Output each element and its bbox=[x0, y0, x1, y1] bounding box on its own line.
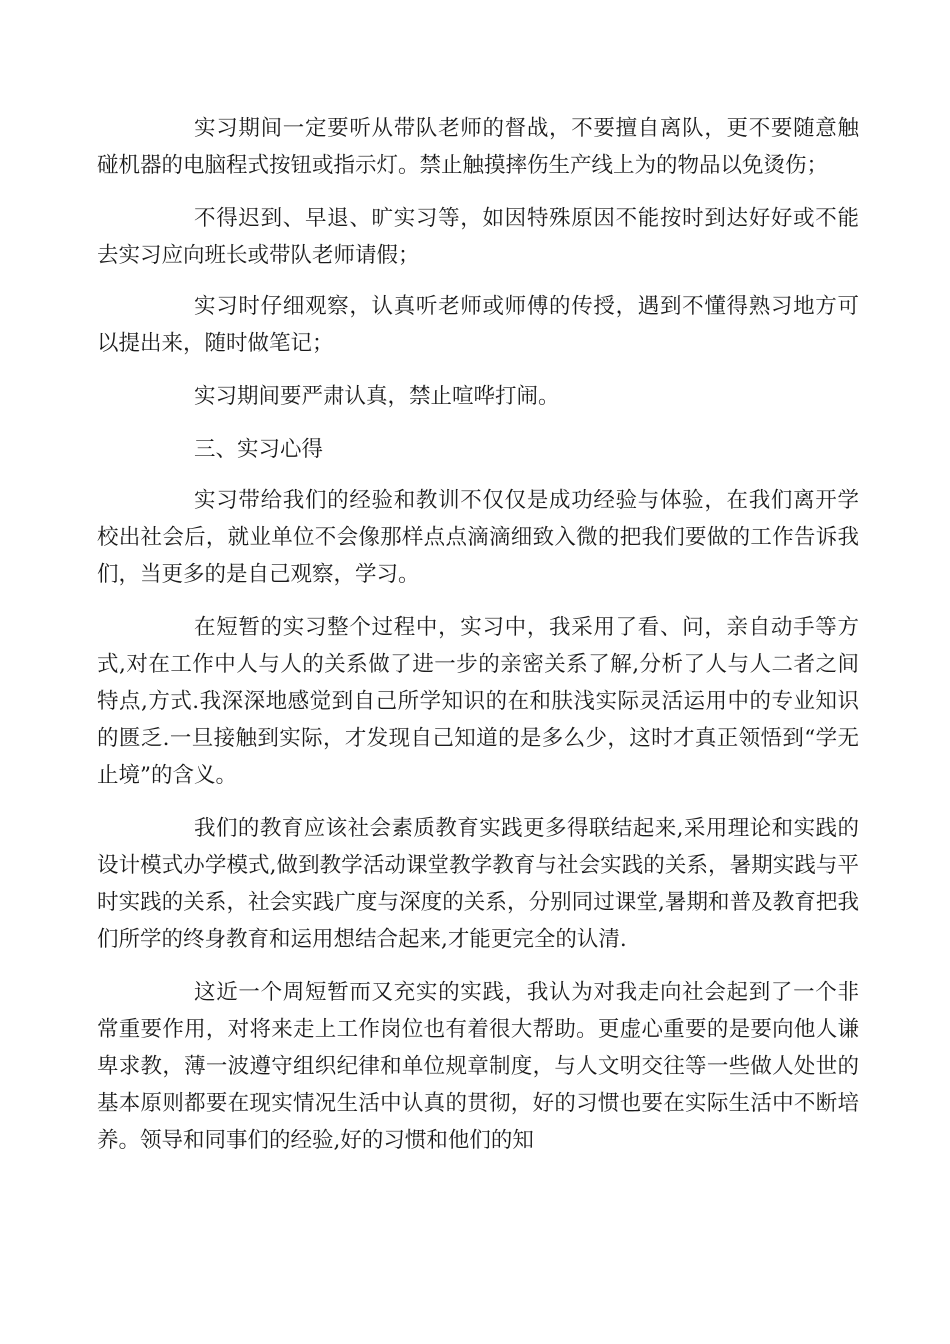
paragraph-internship-process: 在短暂的实习整个过程中，实习中，我采用了看、问，亲自动手等方式,对在工作中人与人的关系做了进一步的亲密关系了解,分析了人与人二者之间特点,方式.我深深地感觉到自己所学知识的在和肤浅实际灵活运用中的专业知识的匮乏.一旦接触到实际，才发现自己知道的是多么少，这时才真正领悟到“学无止境”的含义。 bbox=[97, 615, 859, 788]
paragraph-education-practice: 我们的教育应该社会素质教育实践更多得联结起来,采用理论和实践的设计模式办学模式,做到教学活动课堂教学教育与社会实践的关系，暑期实践与平时实践的关系，社会实践广度与深度的关系，分别同过课堂,暑期和普及教育把我们所学的终身教育和运用想结合起来,才能更完全的认清. bbox=[97, 816, 859, 952]
paragraph-observation-rules: 实习时仔细观察，认真听老师或师傅的传授，遇到不懂得熟习地方可以提出来，随时做笔记； bbox=[97, 294, 859, 356]
section-heading-internship-reflections: 三、实习心得 bbox=[194, 437, 324, 462]
paragraph-seriousness-rules: 实习期间要严肃认真，禁止喧哗打闹。 bbox=[194, 384, 560, 409]
paragraph-attendance-rules: 不得迟到、早退、旷实习等，如因特殊原因不能按时到达好好或不能去实习应向班长或带队老师请假； bbox=[97, 206, 859, 268]
paragraph-experience-lessons: 实习带给我们的经验和教训不仅仅是成功经验与体验，在我们离开学校出社会后，就业单位不会像那样点点滴滴细致入微的把我们要做的工作告诉我们，当更多的是自己观察，学习。 bbox=[97, 488, 859, 587]
paragraph-discipline-rules: 实习期间一定要听从带队老师的督战，不要擅自离队，更不要随意触碰机器的电脑程式按钮或指示灯。禁止触摸摔伤生产线上为的物品以免烫伤； bbox=[97, 116, 859, 178]
paragraph-practice-summary: 这近一个周短暂而又充实的实践，我认为对我走向社会起到了一个非常重要作用，对将来走上工作岗位也有着很大帮助。更虚心重要的是要向他人谦卑求教，薄一波遵守组织纪律和单位规章制度，与人文明交往等一些做人处世的基本原则都要在现实情况生活中认真的贯彻，好的习惯也要在实际生活中不断培养。领导和同事们的经验,好的习惯和他们的知 bbox=[97, 980, 859, 1153]
document-body bbox=[97, 110, 859, 1175]
